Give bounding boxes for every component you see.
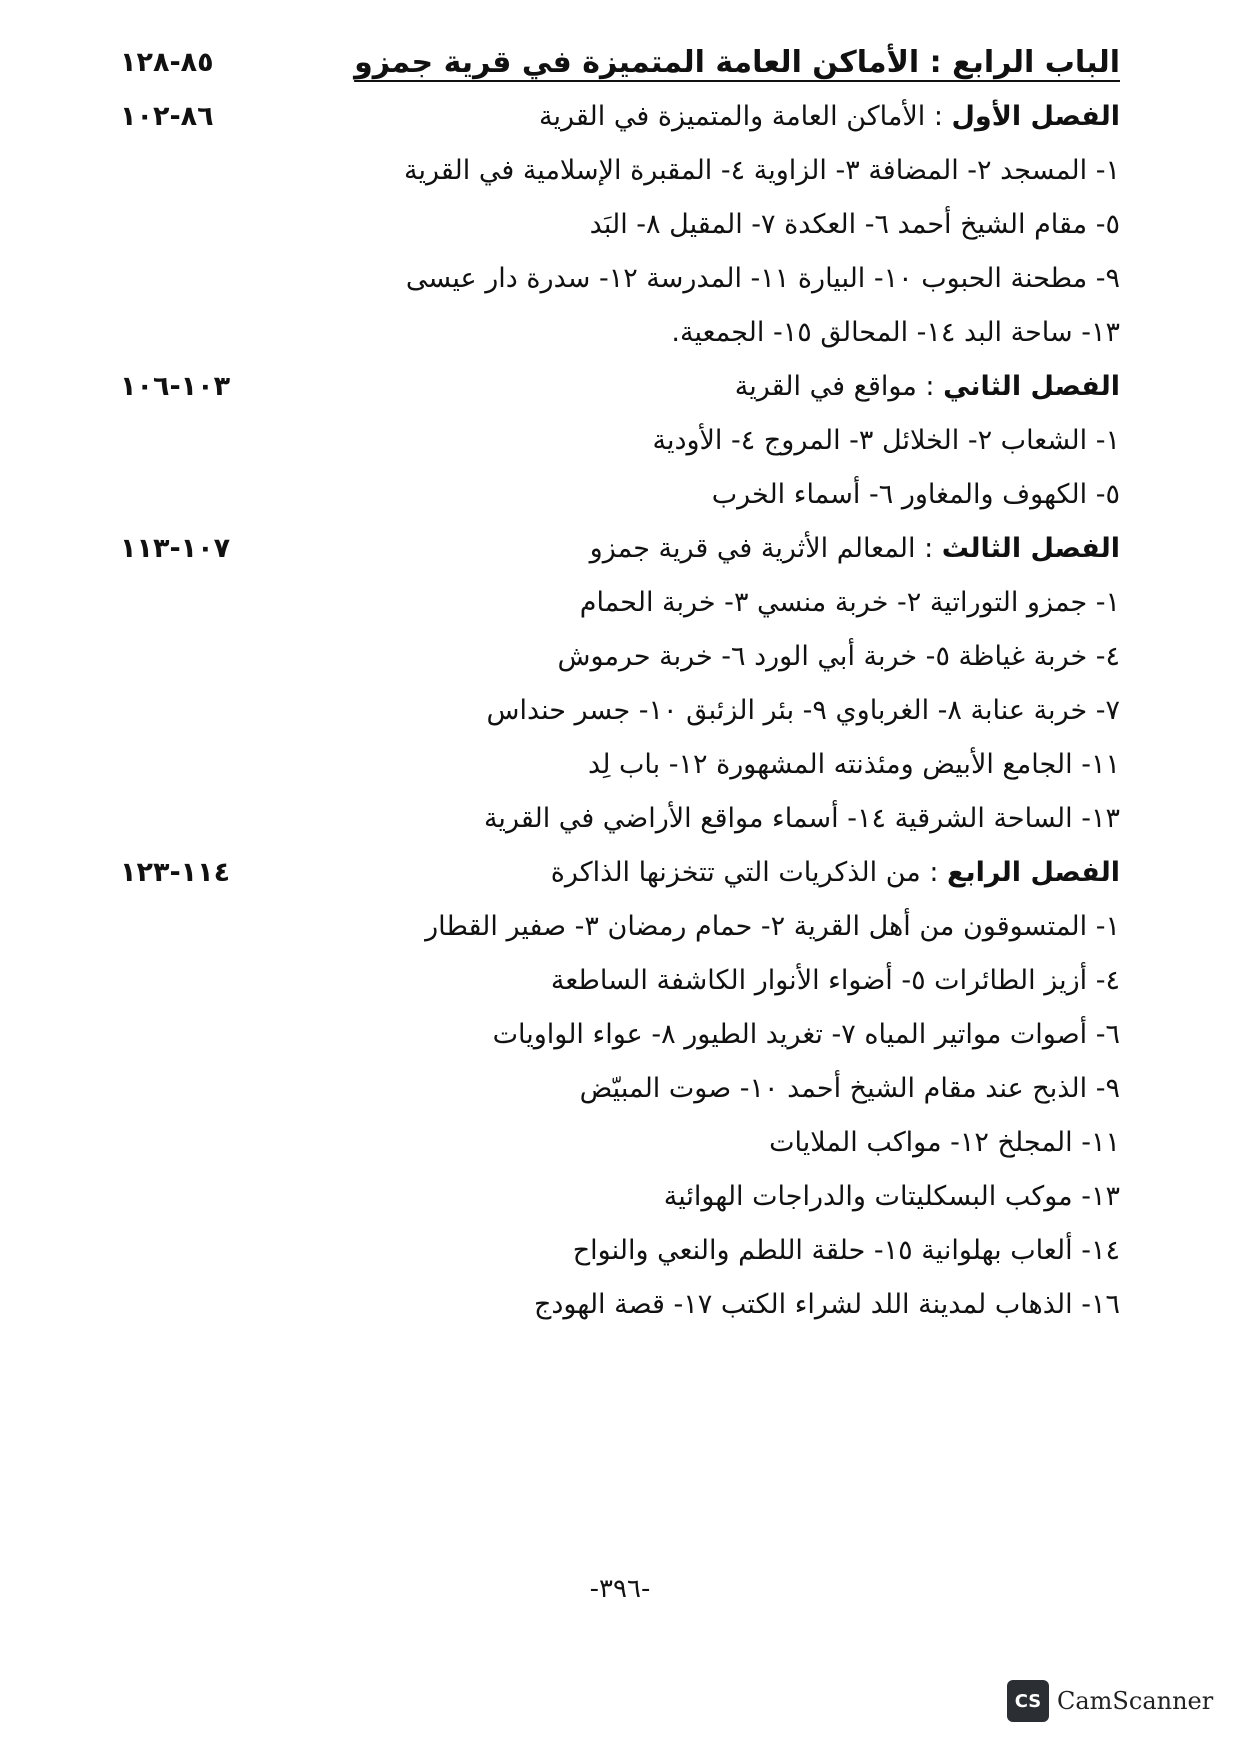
list-line	[100, 580, 1120, 630]
list-line-text: ١١- الجامع الأبيض ومئذنته المشهورة ١٢- باب لِد	[588, 749, 1120, 780]
section-label: الفصل الثالث	[941, 533, 1120, 564]
list-line-text: ١٦- الذهاب لمدينة اللد لشراء الكتب ١٧- قصة الهودج	[533, 1289, 1120, 1320]
list-line	[100, 1066, 1120, 1116]
list-line-text: ٦- أصوات مواتير المياه ٧- تغريد الطيور ٨- عواء الواويات	[492, 1019, 1120, 1050]
section-heading-row	[100, 94, 1120, 144]
list-line-text: ١- جمزو التوراتية ٢- خربة منسي ٣- خربة الحمام	[579, 587, 1120, 618]
chapter-heading-row	[100, 40, 1120, 90]
list-line	[100, 634, 1120, 684]
section-heading-row	[100, 364, 1120, 414]
section-pages: ١١٤-١٢٣	[120, 857, 231, 888]
chapter-title: الباب الرابع : الأماكن العامة المتميزة في قرية جمزو	[354, 45, 1120, 80]
list-line	[100, 472, 1120, 522]
section-heading-row	[100, 850, 1120, 900]
section-subtitle: : مواقع في القرية	[734, 371, 944, 402]
list-line	[100, 688, 1120, 738]
list-line-text: ١- الشعاب ٢- الخلائل ٣- المروج ٤- الأودية	[652, 425, 1120, 456]
list-line	[100, 796, 1120, 846]
camscanner-logo-icon: CS	[1007, 1680, 1049, 1722]
section-label: الفصل الرابع	[947, 857, 1120, 888]
list-line-text: ١٣- موكب البسكليتات والدراجات الهوائية	[663, 1181, 1120, 1212]
section-title	[539, 94, 1120, 140]
list-line	[100, 256, 1120, 306]
list-line-text: ١٣- ساحة البد ١٤- المحالق ١٥- الجمعية.	[671, 317, 1120, 348]
list-line	[100, 742, 1120, 792]
section-heading-row	[100, 526, 1120, 576]
list-line	[100, 148, 1120, 198]
list-line	[100, 418, 1120, 468]
list-line-text: ٧- خربة عنابة ٨- الغرباوي ٩- بئر الزئبق ١٠- جسر حنداس	[486, 695, 1120, 726]
section-subtitle: : من الذكريات التي تتخزنها الذاكرة	[550, 857, 948, 888]
list-line	[100, 202, 1120, 252]
section-title	[735, 364, 1120, 410]
list-line	[100, 310, 1120, 360]
list-line	[100, 1012, 1120, 1062]
section-pages: ١٠٧-١١٣	[120, 533, 231, 564]
list-line-text: ١- المتسوقون من أهل القرية ٢- حمام رمضان ٣- صفير القطار	[425, 911, 1120, 942]
camscanner-badge	[1007, 1680, 1213, 1722]
section-pages: ٨٦-١٠٢	[120, 101, 214, 132]
section-title	[590, 526, 1120, 572]
list-line	[100, 1282, 1120, 1332]
list-line	[100, 958, 1120, 1008]
list-line-text: ١- المسجد ٢- المضافة ٣- الزاوية ٤- المقبرة الإسلامية في القرية	[403, 155, 1120, 186]
page-number: -٣٩٦-	[589, 1574, 651, 1604]
list-line-text: ٥- مقام الشيخ أحمد ٦- العكدة ٧- المقيل ٨- البَد	[589, 209, 1120, 240]
section-pages: ١٠٣-١٠٦	[120, 371, 231, 402]
section-title	[551, 850, 1120, 896]
section-subtitle: : المعالم الأثرية في قرية جمزو	[589, 533, 942, 564]
list-line-text: ١١- المجلخ ١٢- مواكب الملايات	[769, 1127, 1120, 1158]
list-line-text: ١٤- ألعاب بهلوانية ١٥- حلقة اللطم والنعي والنواح	[572, 1235, 1120, 1266]
list-line-text: ٤- أزيز الطائرات ٥- أضواء الأنوار الكاشفة الساطعة	[550, 965, 1120, 996]
list-line	[100, 1120, 1120, 1170]
list-line-text: ٩- مطحنة الحبوب ١٠- البيارة ١١- المدرسة ١٢- سدرة دار عيسى	[405, 263, 1120, 294]
list-line	[100, 904, 1120, 954]
list-line-text: ٤- خربة غياظة ٥- خربة أبي الورد ٦- خربة حرموش	[557, 641, 1120, 672]
list-line-text: ٩- الذبح عند مقام الشيخ أحمد ١٠- صوت المبيّض	[579, 1073, 1120, 1104]
chapter-pages: ٨٥-١٢٨	[120, 47, 214, 78]
section-subtitle: : الأماكن العامة والمتميزة في القرية	[538, 101, 952, 132]
section-label: الفصل الأول	[951, 101, 1120, 132]
camscanner-label: CamScanner	[1057, 1687, 1214, 1715]
list-line-text: ١٣- الساحة الشرقية ١٤- أسماء مواقع الأراضي في القرية	[483, 803, 1120, 834]
section-label: الفصل الثاني	[943, 371, 1120, 402]
list-line-text: ٥- الكهوف والمغاور ٦- أسماء الخرب	[711, 479, 1120, 510]
list-line	[100, 1228, 1120, 1278]
list-line	[100, 1174, 1120, 1224]
